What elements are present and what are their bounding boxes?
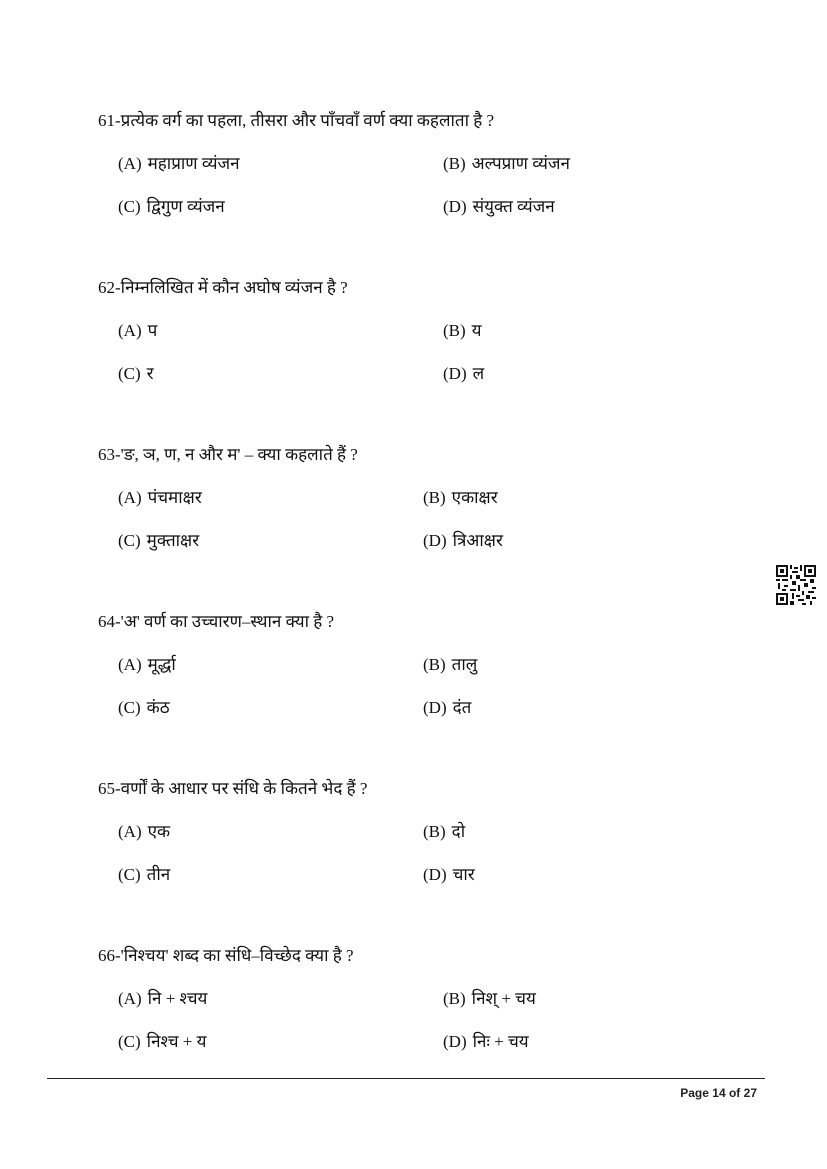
- option-text: दंत: [452, 698, 472, 717]
- option-label: (A): [118, 822, 142, 841]
- option-text: त्रिआक्षर: [452, 531, 503, 550]
- option-label: (D): [443, 197, 467, 216]
- question-64: [0, 611, 827, 761]
- option-d[interactable]: [443, 363, 484, 385]
- question-text: 62-निम्नलिखित में कौन अघोष व्यंजन है ?: [98, 278, 348, 297]
- page-current: 14: [712, 1086, 726, 1100]
- option-label: (C): [118, 698, 141, 717]
- question-text: 63-'ङ, ञ, ण, न और म' – क्या कहलाते हैं ?: [98, 445, 358, 464]
- option-c[interactable]: [118, 530, 199, 552]
- question-61: [0, 110, 827, 260]
- option-a[interactable]: [118, 487, 202, 509]
- option-text: निश्च + य: [146, 1032, 207, 1051]
- option-label: (C): [118, 531, 141, 550]
- option-label: (D): [443, 364, 467, 383]
- page-prefix: Page: [680, 1086, 709, 1100]
- option-label: (D): [423, 865, 447, 884]
- question-text: 61-प्रत्येक वर्ग का पहला, तीसरा और पाँचवाँ वर्ण क्या कहलाता है ?: [98, 111, 495, 130]
- option-c[interactable]: [118, 864, 170, 886]
- option-label: (B): [423, 822, 446, 841]
- option-label: (B): [443, 154, 466, 173]
- option-label: (A): [118, 321, 142, 340]
- option-text: र: [146, 364, 154, 383]
- question-text: 66-'निश्चय' शब्द का संधि–विच्छेद क्या है ?: [98, 946, 354, 965]
- option-text: चार: [452, 865, 475, 884]
- option-label: (C): [118, 197, 141, 216]
- option-label: (A): [118, 488, 142, 507]
- option-text: निश् + चय: [471, 989, 536, 1008]
- option-text: य: [471, 321, 482, 340]
- option-text: ल: [472, 364, 485, 383]
- option-d[interactable]: [423, 864, 475, 886]
- option-text: तालु: [451, 655, 478, 674]
- question-66: [0, 945, 827, 1095]
- option-a[interactable]: [118, 654, 176, 676]
- option-b[interactable]: [443, 320, 482, 342]
- option-text: मूर्द्धा: [147, 655, 176, 674]
- option-label: (C): [118, 865, 141, 884]
- option-label: (A): [118, 989, 142, 1008]
- option-label: (A): [118, 655, 142, 674]
- option-label: (C): [118, 364, 141, 383]
- page-of: of: [728, 1086, 741, 1100]
- question-text: 65-वर्णों के आधार पर संधि के कितने भेद हैं ?: [98, 779, 368, 798]
- option-b[interactable]: [423, 654, 477, 676]
- option-label: (B): [423, 488, 446, 507]
- option-label: (B): [423, 655, 446, 674]
- option-text: मुक्ताक्षर: [146, 531, 200, 550]
- option-text: महाप्राण व्यंजन: [147, 154, 240, 173]
- option-text: एकाक्षर: [451, 488, 498, 507]
- option-b[interactable]: [443, 988, 536, 1010]
- option-text: तीन: [146, 865, 171, 884]
- option-d[interactable]: [443, 196, 555, 218]
- question-text: 64-'अ' वर्ण का उच्चारण–स्थान क्या है ?: [98, 612, 335, 631]
- option-text: संयुक्त व्यंजन: [472, 197, 555, 216]
- question-62: [0, 277, 827, 427]
- option-c[interactable]: [118, 363, 154, 385]
- option-text: एक: [147, 822, 171, 841]
- question-65: [0, 778, 827, 928]
- option-text: कंठ: [146, 698, 170, 717]
- option-text: नि + श्चय: [147, 989, 208, 1008]
- option-label: (D): [423, 531, 447, 550]
- option-label: (C): [118, 1032, 141, 1051]
- option-d[interactable]: [423, 697, 471, 719]
- option-a[interactable]: [118, 821, 170, 843]
- page-total: 27: [743, 1086, 757, 1100]
- option-c[interactable]: [118, 196, 225, 218]
- option-label: (A): [118, 154, 142, 173]
- option-label: (B): [443, 989, 466, 1008]
- option-label: (D): [443, 1032, 467, 1051]
- option-b[interactable]: [423, 821, 465, 843]
- option-a[interactable]: [118, 320, 157, 342]
- option-label: (D): [423, 698, 447, 717]
- option-text: अल्पप्राण व्यंजन: [471, 154, 570, 173]
- option-c[interactable]: [118, 1031, 206, 1053]
- option-text: दो: [451, 822, 466, 841]
- option-c[interactable]: [118, 697, 170, 719]
- option-b[interactable]: [423, 487, 498, 509]
- option-a[interactable]: [118, 988, 207, 1010]
- qr-code-icon: [776, 565, 816, 605]
- option-d[interactable]: [443, 1031, 529, 1053]
- option-text: द्विगुण व्यंजन: [146, 197, 225, 216]
- option-label: (B): [443, 321, 466, 340]
- option-d[interactable]: [423, 530, 503, 552]
- option-text: प: [147, 321, 158, 340]
- option-text: निः + चय: [472, 1032, 529, 1051]
- option-b[interactable]: [443, 153, 570, 175]
- question-63: [0, 444, 827, 594]
- option-a[interactable]: [118, 153, 240, 175]
- page-number: [680, 1086, 757, 1100]
- option-text: पंचमाक्षर: [147, 488, 202, 507]
- footer-divider: [47, 1078, 765, 1079]
